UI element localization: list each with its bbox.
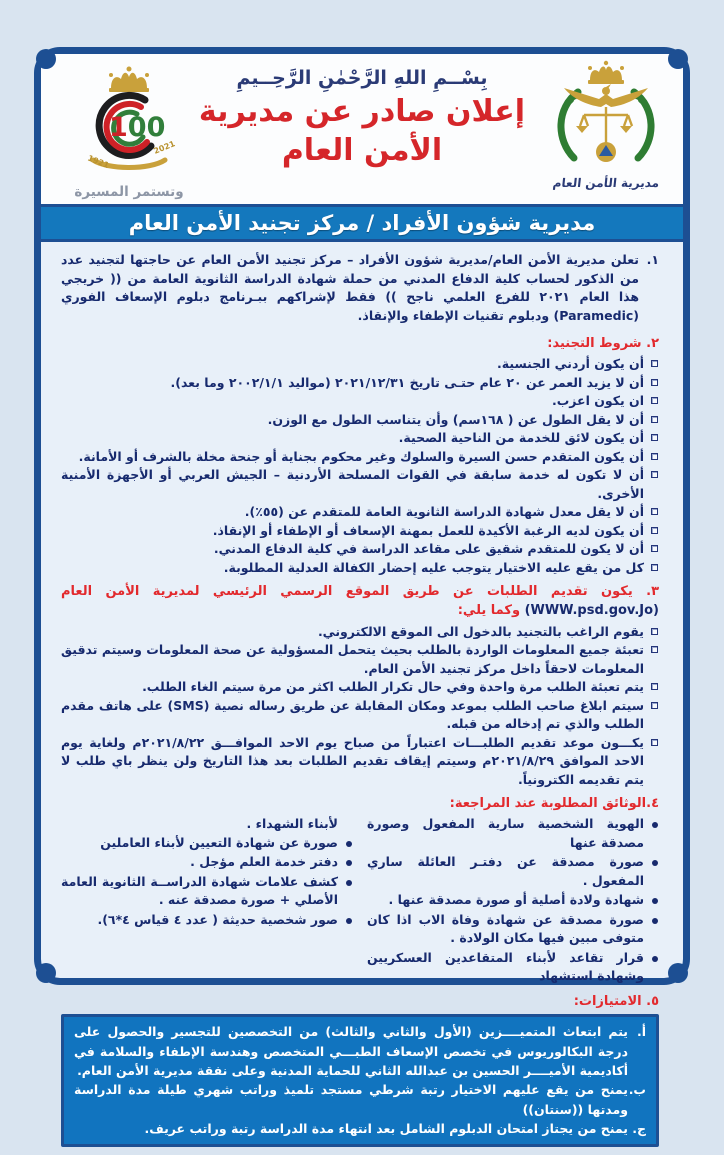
list-item: صورة مصدقة عن شهادة وفاة الاب اذا كان متوفى مبين فيها مكان الولادة . [367, 911, 659, 948]
square-bullet-icon [651, 416, 658, 423]
conditions-list [61, 355, 659, 577]
list-item: أن يكون المتقدم حسن السيرة والسلوك وغير محكوم بجناية أو جنحة مخلة بالشرف أو الأمانة. [61, 448, 659, 467]
list-item: أن لا تكون له خدمة سابقة في القوات المسلحة الأردنية – الجيش العربي أو الأجهزة الأمنية الأخرى. [61, 466, 659, 503]
intro-text: تعلن مديرية الأمن العام/مديرية شؤون الأفراد – مركز تجنيد الأمن العام عن حاجتها لتجنيد عدد من الذكور لحساب كلية الدفاع المدني من حملة شهادة الدراسة الثانوية العامة من (( خريجي هذا العام ٢٠٢١ للفرع العلمي ناجح )) فقط لإشراكهم ببـرنامج دبلوم الإسعاف الفوري (Paramedic) ودبلوم تقنيات الإطفاء والإنقاذ. [61, 252, 640, 323]
square-bullet-icon [651, 702, 658, 709]
psd-eagle-emblem-icon [536, 60, 676, 176]
centennial-digit-red: 1 [109, 112, 128, 143]
round-bullet-icon [652, 860, 658, 866]
list-item: قرار تقاعد لأبناء المتقاعدين العسكريين وشهادة استشهاد [367, 949, 659, 986]
list-item: أن لا يزيد العمر عن ٢٠ عام حتـى تاريخ ٢٠٢١/١٢/٣١ (مواليد ٢٠٠٢/١/١ وما بعد). [61, 374, 659, 393]
header [41, 54, 683, 204]
square-bullet-icon [651, 360, 658, 367]
square-bullet-icon [651, 564, 658, 571]
department-banner-text: مديرية شؤون الأفراد / مركز تجنيد الأمن العام [128, 211, 596, 235]
page-title-line1: إعلان صادر عن مديرية [198, 94, 526, 129]
square-bullet-icon [651, 683, 658, 690]
list-item: صور شخصية حديثة ( عدد ٤ قياس ٤*٦). [61, 911, 353, 930]
conditions-title: ٢. شروط التجنيد: [547, 336, 659, 351]
continuation-line: لأبناء الشهداء . [246, 816, 338, 832]
round-bullet-icon [652, 918, 658, 924]
list-item: يقوم الراغب بالتجنيد بالدخول الى الموقع الالكتروني. [61, 623, 659, 642]
privileges-box [61, 1014, 659, 1147]
list-item: ان يكون اعزب. [61, 392, 659, 411]
round-bullet-icon [652, 822, 658, 828]
corner-ornament-icon [36, 49, 56, 69]
documents-right-column [367, 815, 659, 987]
square-bullet-icon [651, 628, 658, 635]
list-item: يكـــون موعد تقديم الطلبـــات اعتباراً من صباح يوم الاحد الموافـــق ٢٠٢١/٨/٢٢م ولغاية يوم الاحد الموافق ٢٠٢١/٨/٢٩م وسيتم إيقاف تقديم الطلبات بعد هذا التاريخ ولن ينظر باي طلب لا يتم تقديمه الكترونياً. [61, 734, 659, 790]
list-item: الهوية الشخصية سارية المفعول وصورة مصدقة عنها [367, 815, 659, 852]
square-bullet-icon [651, 508, 658, 515]
list-item: سيتم ابلاغ صاحب الطلب بموعد ومكان المقابلة عن طريق رساله نصية (SMS) على هاتف مقدم الطلب والذي تم إدخاله من قبله. [61, 697, 659, 734]
decorative-frame [34, 47, 690, 1137]
centennial-100-icon [63, 64, 195, 182]
square-bullet-icon [651, 739, 658, 746]
centennial-logo [59, 64, 199, 200]
privileges-title: ٥. الامتيازات: [573, 993, 659, 1009]
psd-website-url: (WWW.psd.gov.Jo) [524, 603, 659, 619]
page-title-line2: الأمن العام [281, 133, 443, 168]
list-item: صورة مصدقة عن دفتـر العائلة ساري المفعول . [367, 853, 659, 890]
list-item: أن لا يكون للمتقدم شقيق على مقاعد الدراسة في كلية الدفاع المدني. [61, 540, 659, 559]
list-item: تعبئة جميع المعلومات الواردة بالطلب بحيث يتحمل المسؤولية عن صحة المعلومات وسيتم تدقيق المعلومات لاحقاً داخل مركز تجنيد الأمن العام. [61, 641, 659, 678]
list-item: أن لا يقل الطول عن ( ١٦٨سم) وأن يتناسب الطول مع الوزن. [61, 411, 659, 430]
list-item: أن يكون لائق للخدمة من الناحية الصحية. [61, 429, 659, 448]
list-item: أن لا يقل معدل شهادة الدراسة الثانوية العامة للمتقدم عن (٥٥٪). [61, 503, 659, 522]
square-bullet-icon [651, 646, 658, 653]
psd-emblem-caption: مديرية الأمن العام [551, 176, 661, 190]
corner-ornament-icon [668, 963, 688, 983]
list-item: أن يكون لديه الرغبة الأكيدة للعمل بمهنة الإسعاف أو الإطفاء أو الإنقاذ. [61, 522, 659, 541]
list-item: صورة عن شهادة التعيين لأبناء العاملين [61, 834, 353, 853]
application-title: ٣. يكون تقديم الطلبات عن طريق الموقع الرسمي الرئيسي لمديرية الأمن العام (WWW.psd.gov.Jo) وكما يلي: [61, 584, 659, 619]
documents-left-column [61, 815, 353, 987]
svg-text:100 [109, 112, 165, 143]
intro-number: ١. [646, 252, 659, 267]
round-bullet-icon [346, 841, 352, 847]
round-bullet-icon [346, 918, 352, 924]
privilege-item: ج. يمنح من يجتاز امتحان الدبلوم الشامل بعد انتهاء مدة الدراسة رتبة وراتب عريف. [144, 1121, 646, 1137]
corner-ornament-icon [668, 49, 688, 69]
square-bullet-icon [651, 453, 658, 460]
square-bullet-icon [651, 471, 658, 478]
list-item: دفتر خدمة العلم مؤجل . [61, 853, 353, 872]
square-bullet-icon [651, 545, 658, 552]
privilege-item: أ. يتم ابتعاث المتميــــزين (الأول والثاني والثالث) من التخصصين للتجسير والحصول على درجة البكالوريوس في تخصص الإسعاف الطبـــي المتخصص وهندسة الإطفاء والسلامة في أكاديمية الأميــــر الحسين بن عبدالله الثاني للحماية المدنية وعلى نفقة مديرية الأمن العام. [74, 1024, 646, 1078]
corner-ornament-icon [36, 963, 56, 983]
announcement-body [41, 242, 683, 1155]
square-bullet-icon [651, 434, 658, 441]
round-bullet-icon [652, 898, 658, 904]
privilege-item: ب. يمنح من يقع عليهم الاختيار رتبة شرطي مستجد تلميذ وراتب شهري طيلة مدة الدراسة ومدتها ((سنتان)) [74, 1082, 646, 1117]
list-item: أن يكون أردني الجنسية. [61, 355, 659, 374]
centennial-year-left: 1921 [86, 153, 111, 171]
square-bullet-icon [651, 527, 658, 534]
square-bullet-icon [651, 379, 658, 386]
round-bullet-icon [346, 880, 352, 886]
centennial-tagline: وتستمر المسيرة [74, 184, 184, 200]
round-bullet-icon [652, 956, 658, 962]
list-item: يتم تعبئة الطلب مرة واحدة وفي حال تكرار الطلب اكثر من مرة سيتم الغاء الطلب. [61, 678, 659, 697]
centennial-digits-green: 00 [127, 112, 166, 143]
centennial-year-right: 2021 [152, 139, 177, 156]
list-item: كشف علامات شهادة الدراســة الثانوية العامة الأصلي + صورة مصدقة عنه . [61, 873, 353, 910]
round-bullet-icon [346, 860, 352, 866]
bismillah-calligraphy: بِسْــمِ اللهِ الرَّحْمٰنِ الرَّحِــيمِ [236, 67, 488, 89]
application-list [61, 623, 659, 790]
list-item: شهادة ولادة أصلية أو صورة مصدقة عنها . [367, 891, 659, 910]
documents-columns [61, 815, 659, 987]
square-bullet-icon [651, 397, 658, 404]
department-banner [41, 204, 683, 242]
psd-emblem [533, 60, 679, 190]
documents-title: ٤.الوثائق المطلوبة عند المراجعة: [449, 796, 659, 812]
documents-left-list [61, 834, 353, 930]
list-item: كل من يقع عليه الاختيار يتوجب عليه إحضار الكفالة العدلية المطلوبة. [61, 559, 659, 578]
intro-paragraph [61, 251, 659, 325]
